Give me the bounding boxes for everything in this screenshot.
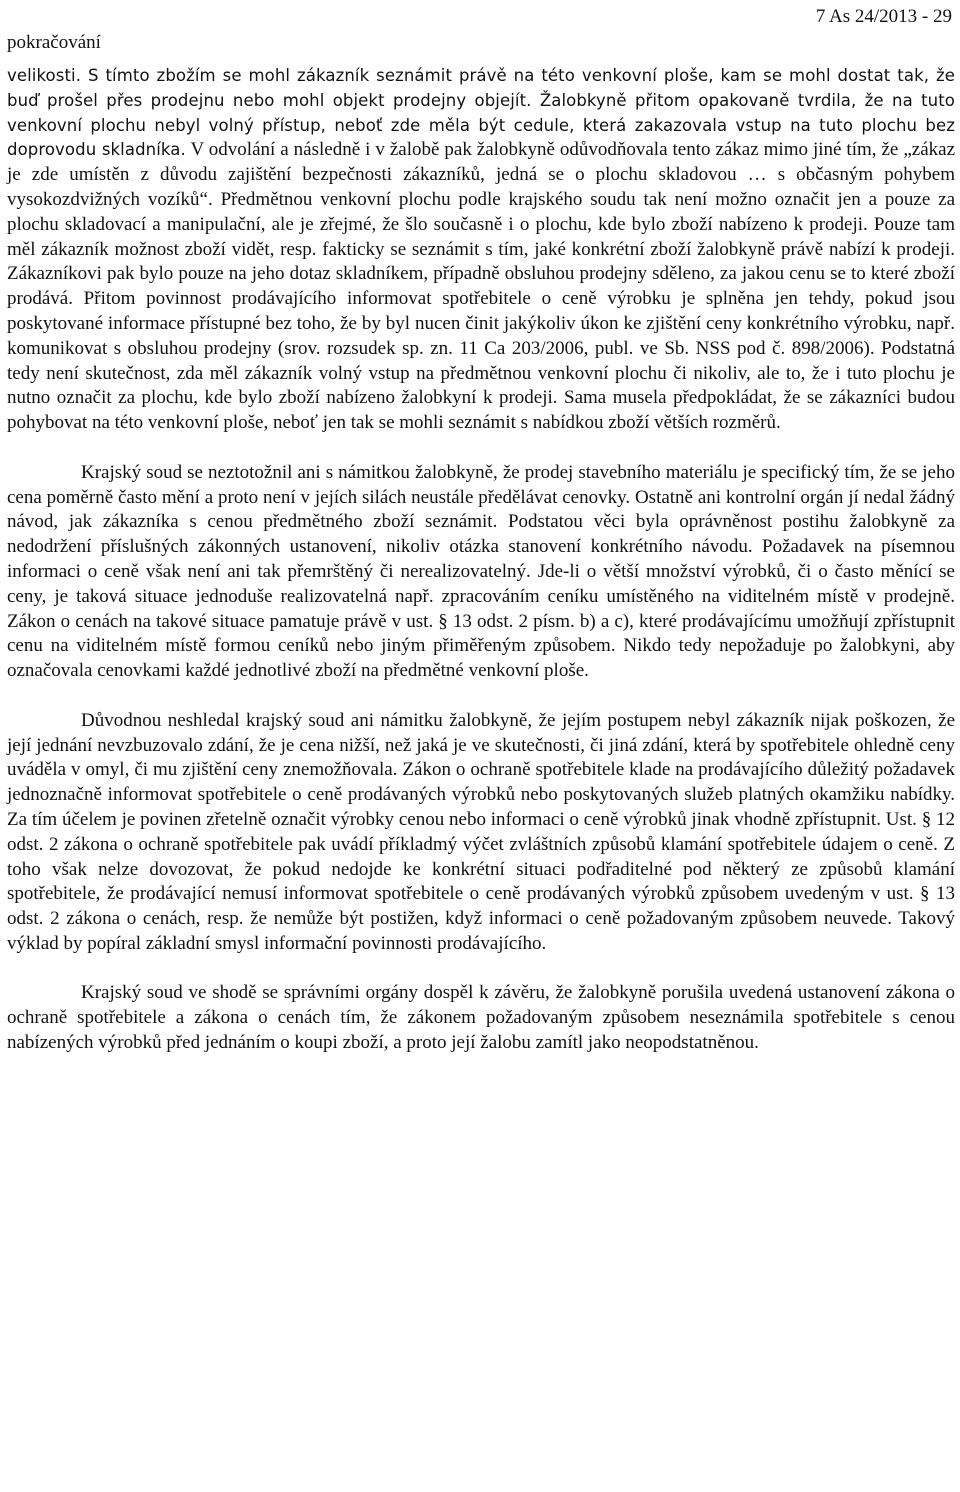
case-number: 7 As 24/2013 - 29 xyxy=(815,6,952,27)
continuation-label: pokračování xyxy=(7,32,101,53)
paragraph-1-sans-part: velikosti. S tímto zbožím se mohl zákazník seznámit právě na této venkovní ploše, kam se mohl dostat tak, že buď prošel přes prodejnu nebo mohl objekt prodejny objejít. Žalobkyně přitom opakovaně tvrdila, že na tuto venkovní plochu nebyl volný přístup, neboť zde měla být cedule, která zakazovala vstup na tuto plochu bez doprovodu skladníka. xyxy=(7,66,955,160)
paragraph-1 xyxy=(7,64,955,436)
paragraph-1-serif-part: V odvolání a následně i v žalobě pak žalobkyně odůvodňovala tento zákaz mimo jiné tím, že „zákaz je zde umístěn z důvodu zajištění bezpečnosti zákazníků, jedná se o plochu skladovou … s občasným pohybem vysokozdvižných vozíků“. Předmětnou venkovní plochu podle krajského soudu tak není možno označit jen a pouze za plochu skladovací a manipulační, ale je zřejmé, že šlo současně i o plochu, kde bylo zboží nabízeno k prodeji. Pouze tam měl zákazník možnost zboží vidět, resp. fakticky se seznámit s tím, jaké konkrétní zboží žalobkyně právě nabízí k prodeji. Zákazníkovi pak bylo pouze na jeho dotaz skladníkem, případně obsluhou prodejny sděleno, za jakou cenu se to které zboží prodává. Přitom povinnost prodávajícího informovat spotřebitele o ceně výrobku je splněna jen tehdy, pokud jsou poskytované informace přístupné bez toho, že by byl nucen činit jakýkoliv úkon ke zjištění ceny konkrétního výrobku, např. komunikovat s obsluhou prodejny (srov. rozsudek sp. zn. 11 Ca 203/2006, publ. ve Sb. NSS pod č. 898/2006). Podstatná tedy není skutečnost, zda měl zákazník volný vstup na předmětnou venkovní plochu či nikoliv, ale to, že i tuto plochu je nutno označit za plochu, kde bylo zboží nabízeno žalobkyní k prodeji. Sama musela předpokládat, že se zákazníci budou pohybovat na této venkovní ploše, neboť jen tak se mohli seznámit s nabídkou zboží větších rozměrů. xyxy=(7,139,955,434)
paragraph-4: Krajský soud ve shodě se správními orgány dospěl k závěru, že žalobkyně porušila uvedená ustanovení zákona o ochraně spotřebitele a zákona o cenách tím, že zákonem požadovaným způsobem neseznámila spotřebitele s cenou nabízených výrobků před jednáním o koupi zboží, a proto její žalobu zamítl jako neopodstatněnou. xyxy=(7,982,955,1054)
paragraph-3: Důvodnou neshledal krajský soud ani námitku žalobkyně, že jejím postupem nebyl zákazník nijak poškozen, že její jednání nevzbuzovalo zdání, že je cena nižší, než jaká je ve skutečnosti, či jiná zdání, která by spotřebitele ohledně ceny uváděla v omyl, či mu zjištění ceny znemožňovala. Zákon o ochraně spotřebitele klade na prodávajícího důležitý požadavek jednoznačně informovat spotřebitele o ceně prodávaných výrobků nebo poskytovaných služeb platných okamžiku nabídky. Za tím účelem je povinen zřetelně označit výrobky cenou nebo informaci o ceně výrobků jinak vhodně zpřístupnit. Ust. § 12 odst. 2 zákona o ochraně spotřebitele pak uvádí příkladmý výčet zvláštních způsobů klamání spotřebitele údajem o ceně. Z toho však nelze dovozovat, že pokud nedojde ke konkrétní situaci podřaditelné pod některý ze způsobů klamání spotřebitele, že prodávající nemusí informovat spotřebitele o ceně prodávaných výrobků způsobem uvedeným v ust. § 13 odst. 2 zákona o cenách, resp. že nemůže být postižen, když informaci o ceně požadovaným způsobem neuvede. Takový výklad by popíral základní smysl informační povinnosti prodávajícího. xyxy=(7,709,955,954)
paragraph-2: Krajský soud se neztotožnil ani s námitkou žalobkyně, že prodej stavebního materiálu je specifický tím, že se jeho cena poměrně často mění a proto není v jejích silách neustále předělávat cenovky. Ostatně ani kontrolní orgán jí nedal žádný návod, jak zákazníka s cenou předmětného zboží seznámit. Podstatou věci byla oprávněnost postihu žalobkyně za nedodržení příslušných zákonných ustanovení, nikoliv otázka stanovení konkrétního návodu. Požadavek na písemnou informaci o ceně však není ani tak přemrštěný či nerealizovatelný. Jde-li o větší množství výrobků, či o často měnící se ceny, je taková situace jednoduše realizovatelná např. zpracováním ceníku umístěného na viditelném místě v prodejně. Zákon o cenách na takové situace pamatuje právě v ust. § 13 odst. 2 písm. b) a c), které prodávajícímu umožňují zpřístupnit cenu na viditelném místě formou ceníků nebo jiným přiměřeným způsobem. Nikdo tedy nepožaduje po žalobkyni, aby označovala cenovkami každé jednotlivé zboží na předmětné venkovní ploše. xyxy=(7,461,955,682)
page-header xyxy=(7,4,952,60)
document-body xyxy=(7,64,955,1056)
